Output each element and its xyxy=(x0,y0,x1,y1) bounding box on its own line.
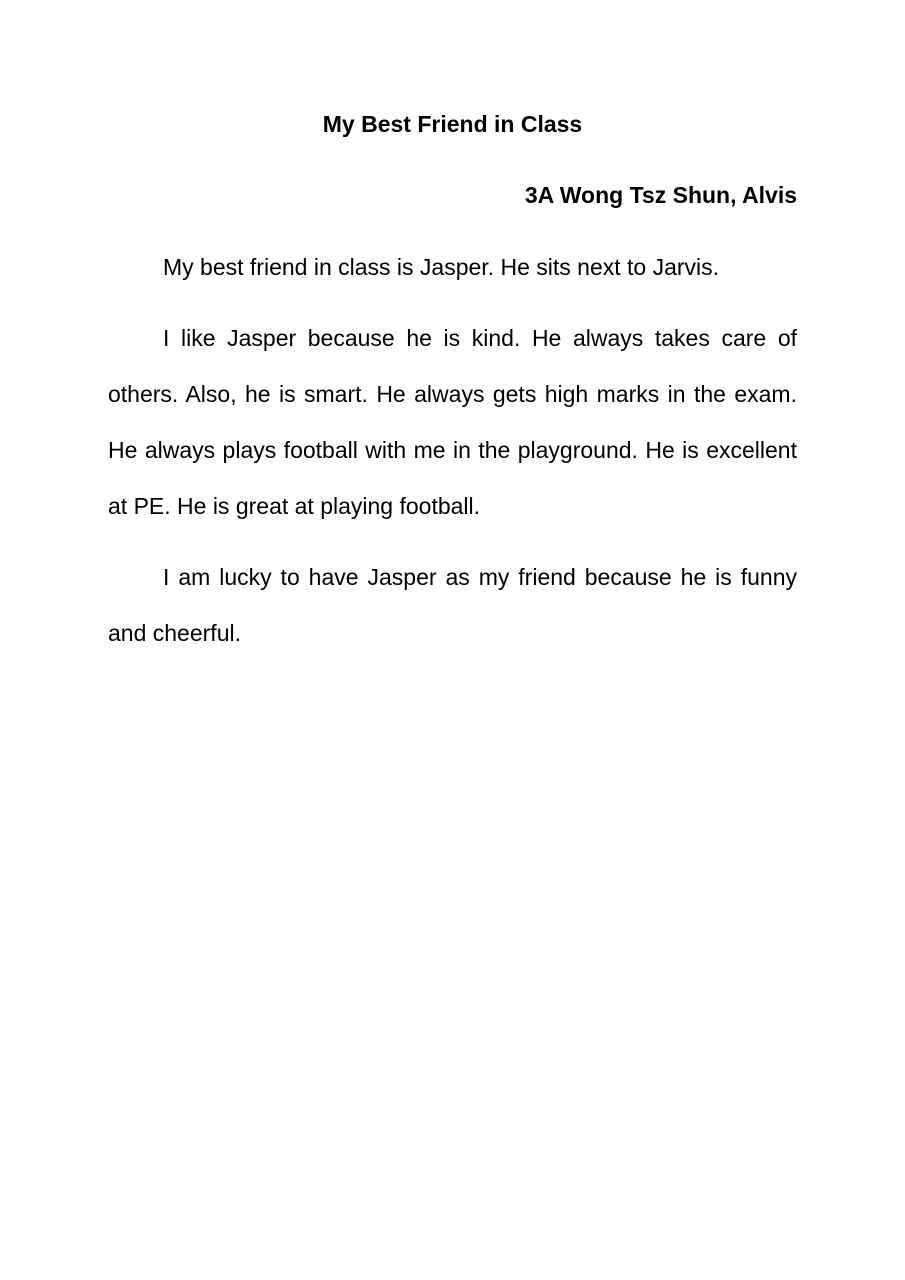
essay-body xyxy=(108,239,797,676)
essay-title: My Best Friend in Class xyxy=(322,111,583,137)
paragraph-1: My best friend in class is Jasper. He sits next to Jarvis. xyxy=(163,254,720,280)
document-page xyxy=(108,0,797,1280)
paragraph-2: I like Jasper because he is kind. He always takes care of others. Also, he is smart. He always gets high marks in the exam. He always plays football with me in the playground. He is excellent at PE. He is great at playing football. xyxy=(108,325,797,519)
paragraph-3: I am lucky to have Jasper as my friend because he is funny and cheerful. xyxy=(108,564,797,646)
author-line: 3A Wong Tsz Shun, Alvis xyxy=(524,182,797,208)
